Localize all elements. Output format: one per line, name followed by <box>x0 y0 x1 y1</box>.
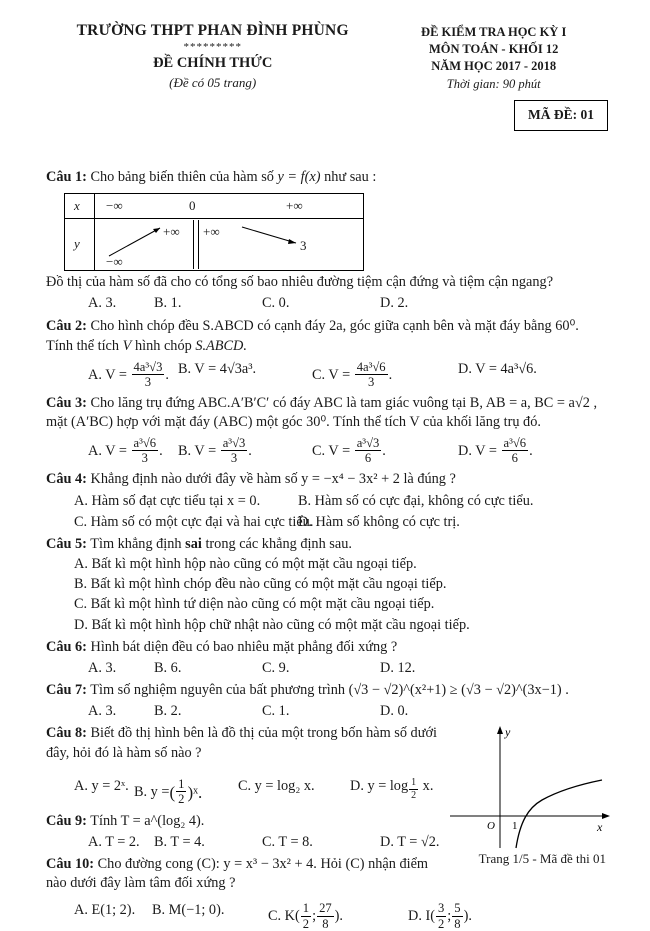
question-10-option-d-lead: D. I( <box>408 908 435 925</box>
question-8-line2: đây, hỏi đó là hàm số nào ? <box>46 744 202 761</box>
question-5-label: Câu 5: <box>46 535 87 552</box>
question-3-option-b-den: 3 <box>221 450 248 465</box>
question-3-label: Câu 3: <box>46 394 87 411</box>
question-6-text: Hình bát diện đều có bao nhiêu mặt phẳng đối xứng ? <box>90 638 398 655</box>
question-2-line2-b: hình chóp <box>134 337 192 354</box>
variation-arrows <box>64 193 364 271</box>
question-5-option-b[interactable]: B. Bất kì một hình chóp đều nào cũng có một mặt cầu ngoại tiếp. <box>74 576 447 593</box>
question-3-option-a-den: 3 <box>132 450 159 465</box>
exam-duration: Thời gian: 90 phút <box>446 76 541 91</box>
variation-right-value: 3 <box>300 238 307 254</box>
page-header <box>0 0 650 92</box>
question-3-option-b-tail: . <box>248 443 252 460</box>
question-5-option-a[interactable]: A. Bất kì một hình hộp nào cũng có một mặt cầu ngoại tiếp. <box>74 556 417 573</box>
question-6-option-c[interactable]: C. 9. <box>262 659 290 676</box>
question-8-graph <box>442 724 614 852</box>
question-3-option-d-num: a³√6 <box>503 436 527 451</box>
question-1-option-b[interactable]: B. 1. <box>154 295 182 312</box>
question-9-text: Tính T = a^(log₂ 4). <box>90 812 205 829</box>
question-2-option-c-tail: . <box>388 366 393 383</box>
header-right <box>375 22 612 92</box>
variation-zero: 0 <box>189 198 196 214</box>
question-1-label: Câu 1: <box>46 169 87 185</box>
variation-minus-infinity: −∞ <box>106 198 123 214</box>
school-name: TRƯỜNG THPT PHAN ĐÌNH PHÙNG <box>76 22 349 39</box>
question-2-line1: Cho hình chóp đều S.ABCD có cạnh đáy 2a, góc giữa cạnh bên và mặt đáy bằng 60⁰. <box>90 318 579 335</box>
question-1-options <box>46 294 608 313</box>
question-5-text-b: trong các khẳng định sau. <box>205 535 352 552</box>
question-1-text-before: Cho bảng biến thiên của hàm số <box>90 169 274 185</box>
question-4-options-row1 <box>46 492 608 511</box>
question-7-option-b[interactable]: B. 2. <box>154 703 182 720</box>
header-left <box>40 22 375 92</box>
question-3-option-d-tail: . <box>529 443 533 460</box>
question-10-option-c-sep: ; <box>312 908 317 925</box>
question-5-text-a: Tìm khẳng định <box>90 535 182 552</box>
question-4-option-d[interactable]: D. Hàm số không có cực trị. <box>298 513 460 530</box>
variation-row-y: y <box>74 236 80 252</box>
question-1-text-after: như sau : <box>324 169 377 185</box>
question-10-option-c-den1: 2 <box>302 916 310 931</box>
question-10-line1: Cho đường cong (C): y = x³ − 3x² + 4. Hỏi (C) nhận điểm <box>97 856 429 873</box>
question-7-label: Câu 7: <box>46 682 87 699</box>
question-3-option-a-tail: . <box>159 443 163 460</box>
star-divider: ********* <box>183 41 242 53</box>
question-2-line2 <box>46 337 608 356</box>
question-3-option-c-lead: C. V = <box>312 443 351 460</box>
svg-text:y: y <box>505 725 511 740</box>
question-1-follow: Đồ thị của hàm số đã cho có tổng số bao nhiêu đường tiệm cận đứng và tiệm cận ngang? <box>46 274 554 291</box>
question-9-option-c[interactable]: C. T = 8. <box>262 834 313 850</box>
question-2-option-d[interactable]: D. V = 4a³√6. <box>458 360 537 377</box>
question-6-label: Câu 6: <box>46 638 87 655</box>
question-6-option-a[interactable]: A. 3. <box>88 659 117 676</box>
question-5-option-c[interactable]: C. Bất kì một hình tứ diện nào cũng có một mặt cầu ngoại tiếp. <box>74 596 435 613</box>
question-10-option-c-tail: ). <box>334 908 343 925</box>
question-7-option-a[interactable]: A. 3. <box>88 703 117 720</box>
question-10-option-b[interactable]: B. M(−1; 0). <box>152 902 225 919</box>
question-10-label: Câu 10: <box>46 856 95 873</box>
question-4-option-c[interactable]: C. Hàm số có một cực đại và hai cực tiểu. <box>74 513 314 530</box>
question-10-option-c-den2: 8 <box>317 916 334 931</box>
question-3-option-d-den: 6 <box>502 450 529 465</box>
question-2-option-c[interactable] <box>312 360 458 389</box>
exam-title-line1: ĐỀ KIỂM TRA HỌC KỲ I <box>421 25 567 39</box>
question-2-label: Câu 2: <box>46 318 87 335</box>
question-2-volume-symbol: V <box>122 337 132 354</box>
question-4-option-b[interactable]: B. Hàm số có cực đại, không có cực tiểu. <box>298 492 534 509</box>
question-8-options <box>46 777 441 806</box>
question-8-option-b[interactable]: B. y =( $\frac{1}{2}$ )ˣ. <box>134 776 203 806</box>
question-10-option-c-lead: C. K( <box>268 908 300 925</box>
question-10-options <box>46 901 608 930</box>
question-7-option-d[interactable]: D. 0. <box>380 703 409 720</box>
question-8-label: Câu 8: <box>46 725 87 742</box>
variation-right-limit: +∞ <box>203 224 220 240</box>
question-3-option-b-lead: B. V = <box>178 443 217 460</box>
variation-bottom-minus-infinity: −∞ <box>106 254 123 270</box>
question-5-option-d[interactable]: D. Bất kì một hình hộp chữ nhật nào cũng có một mặt cầu ngoại tiếp. <box>74 616 470 633</box>
question-8-option-d[interactable]: D. y = log $\frac{1}{2}$ x. <box>350 777 434 801</box>
svg-text:1: 1 <box>512 820 518 833</box>
question-3-options <box>46 436 608 465</box>
question-6-options <box>46 659 608 678</box>
question-10-line2: nào dưới đây làm tâm đối xứng ? <box>46 875 236 892</box>
question-3-line1: Cho lăng trụ đứng ABC.A′B′C′ có đáy ABC là tam giác vuông tại B, AB = a, BC = a√2 , <box>90 394 598 411</box>
question-2-option-a-lead: A. V = <box>88 366 127 383</box>
question-10-option-c[interactable] <box>268 901 408 930</box>
question-9-option-b[interactable]: B. T = 4. <box>154 834 205 850</box>
question-8-option-d-tail: x. <box>419 777 434 794</box>
question-7-text: Tìm số nghiệm nguyên của bất phương trình (√3 − √2)^(x²+1) ≥ (√3 − √2)^(3x−1) . <box>90 682 569 699</box>
question-2-option-c-num: 4a³√6 <box>356 359 386 374</box>
question-10-option-d-num2: 5 <box>454 901 461 916</box>
question-2 <box>46 317 608 336</box>
question-10-option-d-tail: ). <box>463 908 472 925</box>
variation-left-limit: +∞ <box>163 224 180 240</box>
variation-table <box>64 193 364 271</box>
svg-text:O: O <box>487 820 495 833</box>
question-8-option-c[interactable]: C. y = log₂ x. <box>238 777 315 794</box>
question-3-option-b-num: a³√3 <box>222 436 246 451</box>
question-3-option-d-lead: D. V = <box>458 443 497 460</box>
question-8-option-b-tail: )ˣ. <box>187 782 203 802</box>
question-4 <box>46 470 608 489</box>
question-2-option-a-den: 3 <box>132 374 165 389</box>
question-7 <box>46 681 608 700</box>
question-5-keyword: sai <box>185 535 202 552</box>
question-1-function: y = f(x) <box>277 169 321 185</box>
question-7-option-c[interactable]: C. 1. <box>262 703 290 720</box>
question-9-option-a[interactable]: A. T = 2. <box>88 834 140 850</box>
question-10-option-d-sep: ; <box>447 908 452 925</box>
page-footer: Trang 1/5 - Mã đề thi 01 <box>478 851 606 866</box>
question-10-option-d[interactable] <box>408 901 472 930</box>
question-3 <box>46 394 608 413</box>
question-3-option-b[interactable] <box>178 436 312 465</box>
question-2-option-a[interactable] <box>46 360 178 389</box>
question-8-option-a[interactable]: A. y = 2ˣ. <box>74 777 129 794</box>
exam-body <box>46 165 608 931</box>
question-10-option-a[interactable]: A. E(1; 2). <box>74 902 136 919</box>
question-9-label: Câu 9: <box>46 812 87 829</box>
question-4-options-row2 <box>46 513 608 532</box>
question-3-option-d[interactable] <box>458 436 598 465</box>
variation-row-x: x <box>74 198 80 214</box>
question-9-option-d[interactable]: D. T = √2. <box>380 834 440 850</box>
question-3-option-c[interactable] <box>312 436 458 465</box>
question-5 <box>46 535 608 554</box>
question-3-option-a[interactable] <box>46 436 178 465</box>
question-4-text: Khẳng định nào dưới đây về hàm số y = −x⁴ − 3x² + 2 là đúng ? <box>90 471 456 488</box>
question-10-option-c-num1: 1 <box>302 901 310 916</box>
question-10-option-d-den1: 2 <box>438 916 445 931</box>
question-6-option-b[interactable]: B. 6. <box>154 659 182 676</box>
question-1-option-c[interactable]: C. 0. <box>262 295 290 312</box>
question-1 <box>46 168 608 187</box>
question-3-option-a-num: a³√6 <box>133 436 157 451</box>
question-10-option-d-den2: 8 <box>454 916 461 931</box>
exam-title-line2: MÔN TOÁN - KHỐI 12 <box>428 41 559 56</box>
exam-code-badge: MÃ ĐỀ: 01 <box>514 100 608 131</box>
question-8-option-d-lead: D. y = log <box>350 777 409 794</box>
question-3-line2: mặt (A′BC) hợp với mặt đáy (ABC) một góc 30⁰. Tính thể tích V của khối lăng trụ đó. <box>46 414 541 431</box>
question-7-options <box>46 702 608 721</box>
question-2-option-c-lead: C. V = <box>312 366 351 383</box>
question-1-option-a[interactable]: A. 3. <box>88 295 117 312</box>
question-3-option-c-tail: . <box>382 443 386 460</box>
question-3-option-a-lead: A. V = <box>88 443 127 460</box>
question-2-option-a-num: 4a³√3 <box>133 359 163 374</box>
question-2-option-c-den: 3 <box>355 374 388 389</box>
question-2-solid-name: S.ABCD. <box>195 337 247 354</box>
question-6 <box>46 638 608 657</box>
question-2-line2-a: Tính thể tích <box>46 337 120 354</box>
question-1-option-d[interactable]: D. 2. <box>380 295 409 312</box>
question-8-option-b-num: 1 <box>178 776 185 791</box>
svg-text:x: x <box>597 820 603 835</box>
question-10-option-c-num2: 27 <box>319 901 332 916</box>
question-8-option-b-den: 2 <box>178 791 185 806</box>
page-count-note: (Đề có 05 trang) <box>169 75 257 90</box>
question-6-option-d[interactable]: D. 12. <box>380 659 416 676</box>
official-label: ĐỀ CHÍNH THỨC <box>153 55 273 71</box>
question-2-option-a-tail: . <box>165 366 169 383</box>
question-10-option-d-num1: 3 <box>438 901 445 916</box>
question-8-line1: Biết đồ thị hình bên là đồ thị của một trong bốn hàm số dưới <box>90 725 437 742</box>
question-2-options <box>46 360 608 389</box>
question-2-option-b[interactable]: B. V = 4√3a³. <box>178 360 257 377</box>
question-3-option-c-den: 6 <box>355 450 382 465</box>
question-4-label: Câu 4: <box>46 471 87 488</box>
variation-plus-infinity: +∞ <box>286 198 303 214</box>
question-5-options <box>46 555 608 635</box>
question-3-option-c-num: a³√3 <box>356 436 380 451</box>
exam-title-line3: NĂM HỌC 2017 - 2018 <box>431 58 557 73</box>
question-8-option-b-lead: B. y = <box>134 783 170 800</box>
question-4-option-a[interactable]: A. Hàm số đạt cực tiểu tại x = 0. <box>74 492 261 509</box>
